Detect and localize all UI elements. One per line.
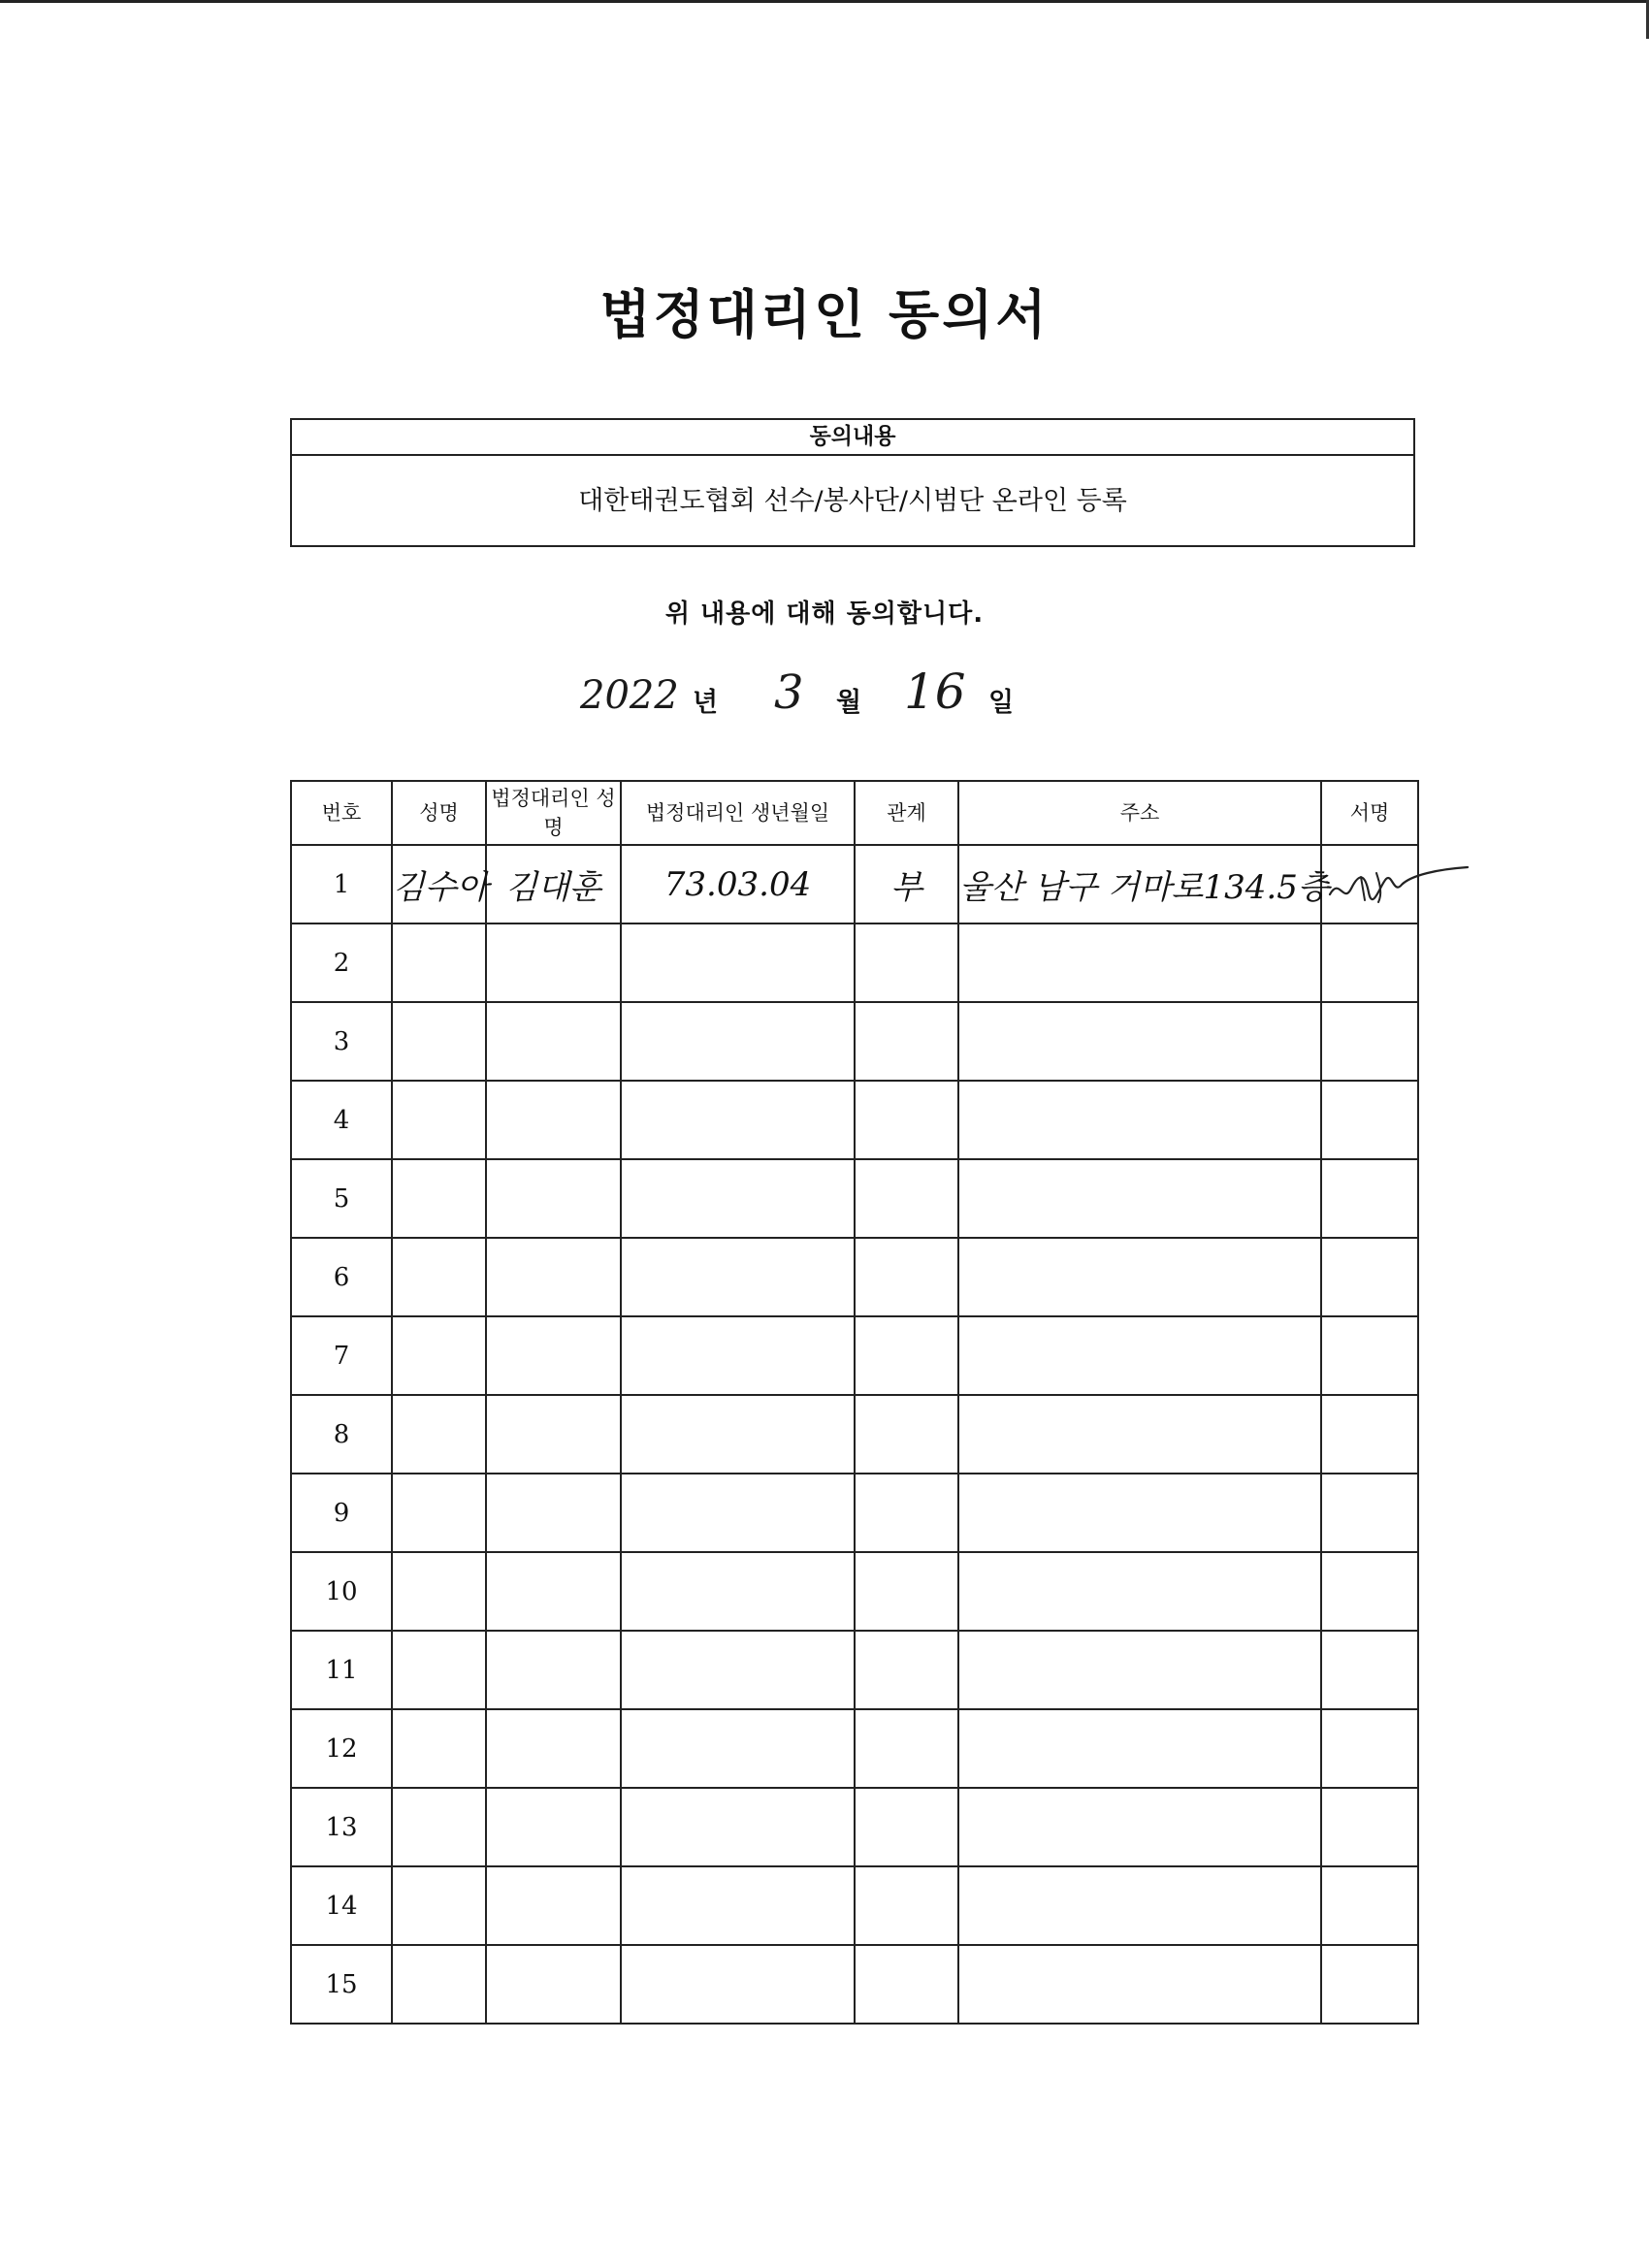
cell-guardian-name	[486, 1945, 621, 2024]
cell-no: 7	[291, 1316, 392, 1395]
cell-signature	[1321, 1945, 1418, 2024]
cell-relation	[855, 1395, 958, 1474]
cell-relation	[855, 1552, 958, 1631]
cell-guardian-birth	[621, 1474, 855, 1552]
table-row	[291, 1866, 1418, 1945]
cell-guardian-name	[486, 1159, 621, 1238]
cell-guardian-birth	[621, 1238, 855, 1316]
cell-no: 8	[291, 1395, 392, 1474]
table-row	[291, 1395, 1418, 1474]
cell-signature	[1321, 1316, 1418, 1395]
cell-guardian-birth	[621, 1945, 855, 2024]
table-row	[291, 1709, 1418, 1788]
registration-table	[290, 780, 1419, 2025]
date-year-label: 년	[693, 688, 719, 718]
cell-name	[392, 1159, 486, 1238]
date-day: 16	[904, 664, 966, 720]
header-relation: 관계	[855, 781, 958, 845]
cell-address	[958, 1395, 1321, 1474]
handwritten-signature	[1322, 856, 1429, 914]
cell-no: 3	[291, 1002, 392, 1081]
cell-no: 6	[291, 1238, 392, 1316]
cell-address: 울산 남구 거마로134.5층	[958, 845, 1321, 923]
cell-name: 김수아	[392, 845, 486, 923]
date-month-label: 월	[836, 688, 862, 718]
cell-guardian-birth	[621, 1552, 855, 1631]
cell-guardian-name	[486, 1866, 621, 1945]
cell-no: 2	[291, 923, 392, 1002]
cell-address	[958, 1709, 1321, 1788]
cell-address	[958, 1866, 1321, 1945]
cell-address	[958, 1552, 1321, 1631]
cell-address	[958, 923, 1321, 1002]
cell-name	[392, 923, 486, 1002]
header-guardian-name: 법정대리인 성명	[486, 781, 621, 845]
table-row	[291, 1081, 1418, 1159]
cell-address	[958, 1081, 1321, 1159]
cell-no: 13	[291, 1788, 392, 1866]
cell-signature	[1321, 1788, 1418, 1866]
cell-relation	[855, 1866, 958, 1945]
cell-name	[392, 1395, 486, 1474]
cell-relation	[855, 1002, 958, 1081]
cell-guardian-name	[486, 1552, 621, 1631]
cell-guardian-name: 김대훈	[486, 845, 621, 923]
cell-address	[958, 1316, 1321, 1395]
cell-relation	[855, 1316, 958, 1395]
cell-guardian-name	[486, 1395, 621, 1474]
consent-content-header: 동의내용	[292, 420, 1413, 456]
date-month: 3	[774, 665, 804, 720]
agreement-statement: 위 내용에 대해 동의합니다.	[664, 599, 985, 629]
cell-name	[392, 1002, 486, 1081]
table-row	[291, 1788, 1418, 1866]
cell-guardian-name	[486, 1474, 621, 1552]
cell-signature	[1321, 1159, 1418, 1238]
cell-address	[958, 1002, 1321, 1081]
cell-name	[392, 1552, 486, 1631]
cell-name	[392, 1866, 486, 1945]
cell-no: 11	[291, 1631, 392, 1709]
cell-guardian-name	[486, 1316, 621, 1395]
table-row	[291, 845, 1418, 923]
scan-edge-top	[0, 0, 1649, 3]
cell-guardian-birth	[621, 1709, 855, 1788]
cell-no: 10	[291, 1552, 392, 1631]
cell-name	[392, 1709, 486, 1788]
table-row	[291, 1238, 1418, 1316]
table-row	[291, 1316, 1418, 1395]
cell-guardian-birth	[621, 923, 855, 1002]
cell-relation	[855, 1081, 958, 1159]
cell-relation	[855, 1709, 958, 1788]
cell-signature	[1321, 845, 1418, 923]
cell-name	[392, 1238, 486, 1316]
cell-signature	[1321, 1474, 1418, 1552]
cell-guardian-name	[486, 1631, 621, 1709]
header-address: 주소	[958, 781, 1321, 845]
cell-relation	[855, 1945, 958, 2024]
date-year: 2022	[580, 673, 679, 718]
cell-signature	[1321, 1238, 1418, 1316]
cell-relation	[855, 1631, 958, 1709]
cell-guardian-birth	[621, 1081, 855, 1159]
cell-signature	[1321, 1552, 1418, 1631]
cell-name	[392, 1474, 486, 1552]
table-row	[291, 1002, 1418, 1081]
cell-signature	[1321, 1081, 1418, 1159]
consent-content-box	[290, 418, 1415, 547]
cell-guardian-name	[486, 1081, 621, 1159]
cell-name	[392, 1788, 486, 1866]
cell-relation	[855, 1159, 958, 1238]
cell-address	[958, 1945, 1321, 2024]
header-guardian-birth: 법정대리인 생년월일	[621, 781, 855, 845]
cell-no: 12	[291, 1709, 392, 1788]
table-row	[291, 923, 1418, 1002]
cell-address	[958, 1631, 1321, 1709]
cell-no: 5	[291, 1159, 392, 1238]
table-row	[291, 1159, 1418, 1238]
cell-address	[958, 1159, 1321, 1238]
cell-name	[392, 1081, 486, 1159]
table-row	[291, 1552, 1418, 1631]
cell-guardian-birth	[621, 1002, 855, 1081]
cell-relation	[855, 1238, 958, 1316]
table-row	[291, 1631, 1418, 1709]
cell-guardian-birth	[621, 1631, 855, 1709]
cell-guardian-name	[486, 1002, 621, 1081]
cell-guardian-birth	[621, 1316, 855, 1395]
cell-name	[392, 1945, 486, 2024]
cell-signature	[1321, 1866, 1418, 1945]
cell-guardian-birth	[621, 1788, 855, 1866]
cell-guardian-birth: 73.03.04	[621, 845, 855, 923]
cell-address	[958, 1474, 1321, 1552]
cell-relation	[855, 1474, 958, 1552]
cell-signature	[1321, 1631, 1418, 1709]
cell-no: 15	[291, 1945, 392, 2024]
cell-no: 1	[291, 845, 392, 923]
document-title: 법정대리인 동의서	[599, 284, 1050, 345]
header-name: 성명	[392, 781, 486, 845]
cell-signature	[1321, 1002, 1418, 1081]
table-row	[291, 1474, 1418, 1552]
cell-guardian-name	[486, 923, 621, 1002]
cell-signature	[1321, 1395, 1418, 1474]
consent-content-body: 대한태권도협회 선수/봉사단/시범단 온라인 등록	[578, 486, 1127, 516]
cell-address	[958, 1788, 1321, 1866]
cell-name	[392, 1631, 486, 1709]
header-signature: 서명	[1321, 781, 1418, 845]
header-no: 번호	[291, 781, 392, 845]
cell-no: 14	[291, 1866, 392, 1945]
cell-guardian-birth	[621, 1866, 855, 1945]
cell-relation	[855, 923, 958, 1002]
table-header-row	[291, 781, 1418, 845]
cell-no: 4	[291, 1081, 392, 1159]
date-day-label: 일	[988, 688, 1015, 718]
cell-no: 9	[291, 1474, 392, 1552]
cell-guardian-birth	[621, 1395, 855, 1474]
cell-address	[958, 1238, 1321, 1316]
cell-relation	[855, 1788, 958, 1866]
cell-guardian-name	[486, 1788, 621, 1866]
table-row	[291, 1945, 1418, 2024]
cell-relation: 부	[855, 845, 958, 923]
cell-name	[392, 1316, 486, 1395]
cell-guardian-name	[486, 1238, 621, 1316]
cell-signature	[1321, 1709, 1418, 1788]
cell-guardian-name	[486, 1709, 621, 1788]
date-line	[0, 664, 1649, 735]
cell-signature	[1321, 923, 1418, 1002]
cell-guardian-birth	[621, 1159, 855, 1238]
